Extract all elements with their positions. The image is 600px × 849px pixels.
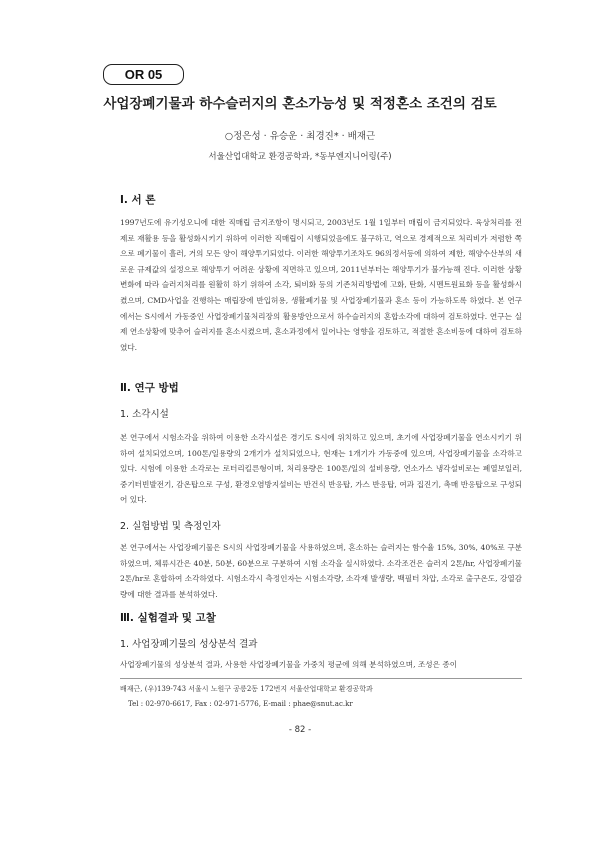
page-number: - 82 - [288,725,312,735]
introduction-paragraph: 1997년도에 유기성오니에 대한 직매립 금지조항이 명시되고, 2003년도 1월 1일부터 매립이 금지되었다. 육상처리를 전제로 재활용 등을 활성화시키기 위하여 이러한 직매립이 시행되었음에도 불구하고, 역으로 경제적으로 처리비가 저렴한 쪽으로 폐기물이 흘러, 거의 모든 양이 해양투기되었다. 이러한 해양투기조차도 96의정서등에 의하여 제한, 해양수산부의 새로운 규제값의 설정으로 해양투기 어려운 상황에 직면하고 있으며, 2011년부터는 해양투기가 불가능해 진다. 이러한 상황변화에 따라 슬러지처리를 원활히 하기 위하여 소각, 퇴비화 등의 기존처리방법에 고화, 탄화, 시멘트원료화 등을 활성화시켰으며, CMD사업을 진행하는 매립장에 반입허용, 생활폐기물 및 사업장폐기물과 혼소 등이 가능하도록 하였다. 본 연구에서는 S시에서 가동중인 사업장폐기물처리장의 활용방안으로서 하수슬러지의 혼합소각에 대하여 검토하였다. 연구는 실제 연소상황에 맞추어 슬러지를 혼소시켰으며, 혼소과정에서 일어나는 영향을 검토하고, 적절한 혼소비등에 대하여 검토하였다. [120,218,522,352]
paper-title: 사업장폐기물과 하수슬러지의 혼소가능성 및 적정혼소 조건의 검토 [103,96,497,112]
affiliation: 서울산업대학교 환경공학과, *동부엔지니어링(주) [208,152,392,162]
incinerator-paragraph: 본 연구에서 시험소각을 위하여 이용한 소각시설은 경기도 S시에 위치하고 있으며, 초기에 사업장폐기물을 연소시키기 위하여 설치되었으며, 100톤/일용량의 2개기가 설치되었으나, 현재는 1개기가 가동중에 있으며, 사업장폐기물을 소각하고 있다. 시험에 이용한 소각로는 로터리킬른형이며, 처리용량은 100톤/일의 설비용량, 연소가스 냉각설비로는 폐열보일러, 중기터빈발전기, 감온탑으로 구성, 환경오염방지설비는 반건식 반응탑, 가스 반응탑, 여과 집진기, 촉매 반응탑으로 구성되어 있다. [120,433,522,505]
subsection-heading-experiment: 2. 실험방법 및 측정인자 [120,521,221,532]
footnote-address: 배재근, (우)139-743 서울시 노원구 공릉2동 172번지 서울산업대학교 환경공학과 [120,685,373,693]
experiment-paragraph: 본 연구에서는 사업장폐기물은 S시의 사업장폐기물을 사용하였으며, 혼소하는 슬러지는 함수율 15%, 30%, 40%로 구분하였으며, 체류시간은 40분, 50분, 60분으로 구분하여 시험 소각을 실시하였다. 소각조건은 슬러지 2톤/hr, 사업장폐기물 2톤/hr로 혼합하여 소각하였다. 시험소각시 측정인자는 시험소각량, 소각재 발생량, 백필터 차압, 소각로 출구온도, 강열감량에 대한 결과를 분석하였다. [120,543,522,599]
subsection-heading-incinerator: 1. 소각시설 [120,409,169,420]
footnote-divider [120,678,522,679]
section-heading-results: Ⅲ. 실험결과 및 고찰 [120,612,216,624]
subsection-heading-composition: 1. 사업장폐기물의 성상분석 결과 [120,639,258,650]
section-heading-introduction: Ⅰ. 서 론 [120,194,156,206]
footnote-contact: Tel : 02-970-6617, Fax : 02-971-5776, E-mail : phae@snut.ac.kr [128,700,353,708]
session-badge: OR 05 [103,64,184,85]
composition-paragraph: 사업장폐기물의 성상분석 결과, 사용한 사업장폐기물을 가중치 평균에 의해 분석하였으며, 조성은 종이 [120,660,458,669]
section-heading-methods: Ⅱ. 연구 방법 [120,382,179,394]
author-list: ○정은성 · 유승운 · 최경진* · 배재근 [224,131,376,142]
